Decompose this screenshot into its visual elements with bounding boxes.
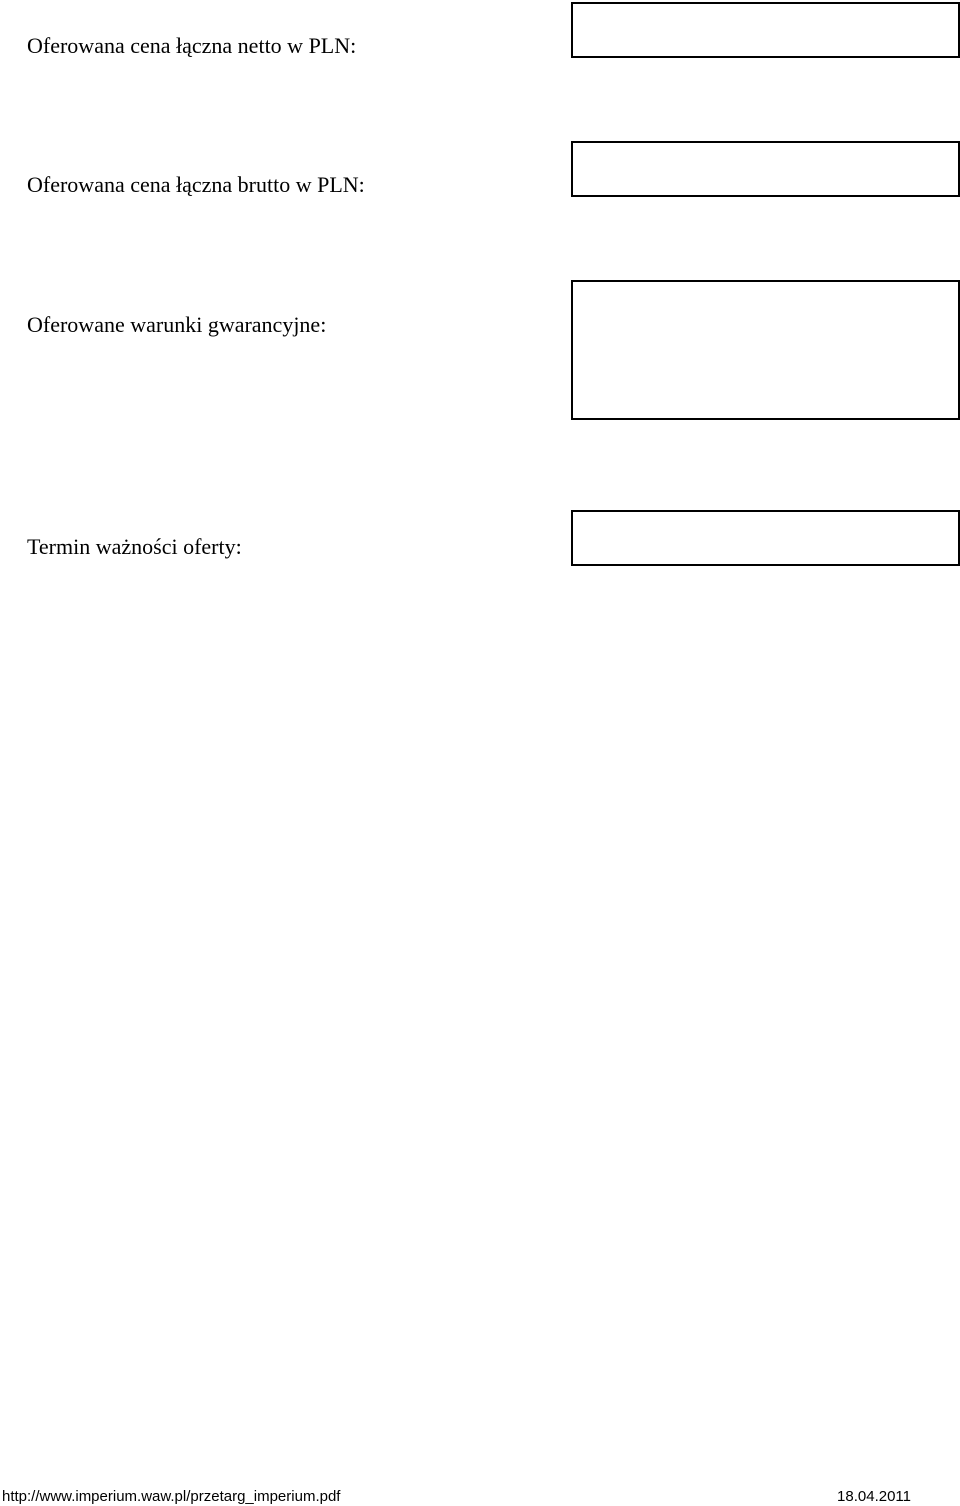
label-net-price: Oferowana cena łączna netto w PLN: (27, 33, 357, 58)
offer-validity-field[interactable] (571, 510, 960, 566)
footer-date: 18.04.2011 (837, 1488, 911, 1505)
label-gross-price: Oferowana cena łączna brutto w PLN: (27, 172, 365, 197)
warranty-terms-field[interactable] (571, 280, 960, 420)
label-offer-validity: Termin ważności oferty: (27, 534, 242, 559)
label-warranty-terms: Oferowane warunki gwarancyjne: (27, 312, 327, 337)
gross-price-field[interactable] (571, 141, 960, 197)
net-price-field[interactable] (571, 2, 960, 58)
footer-url: http://www.imperium.waw.pl/przetarg_imperium.pdf (2, 1488, 341, 1505)
